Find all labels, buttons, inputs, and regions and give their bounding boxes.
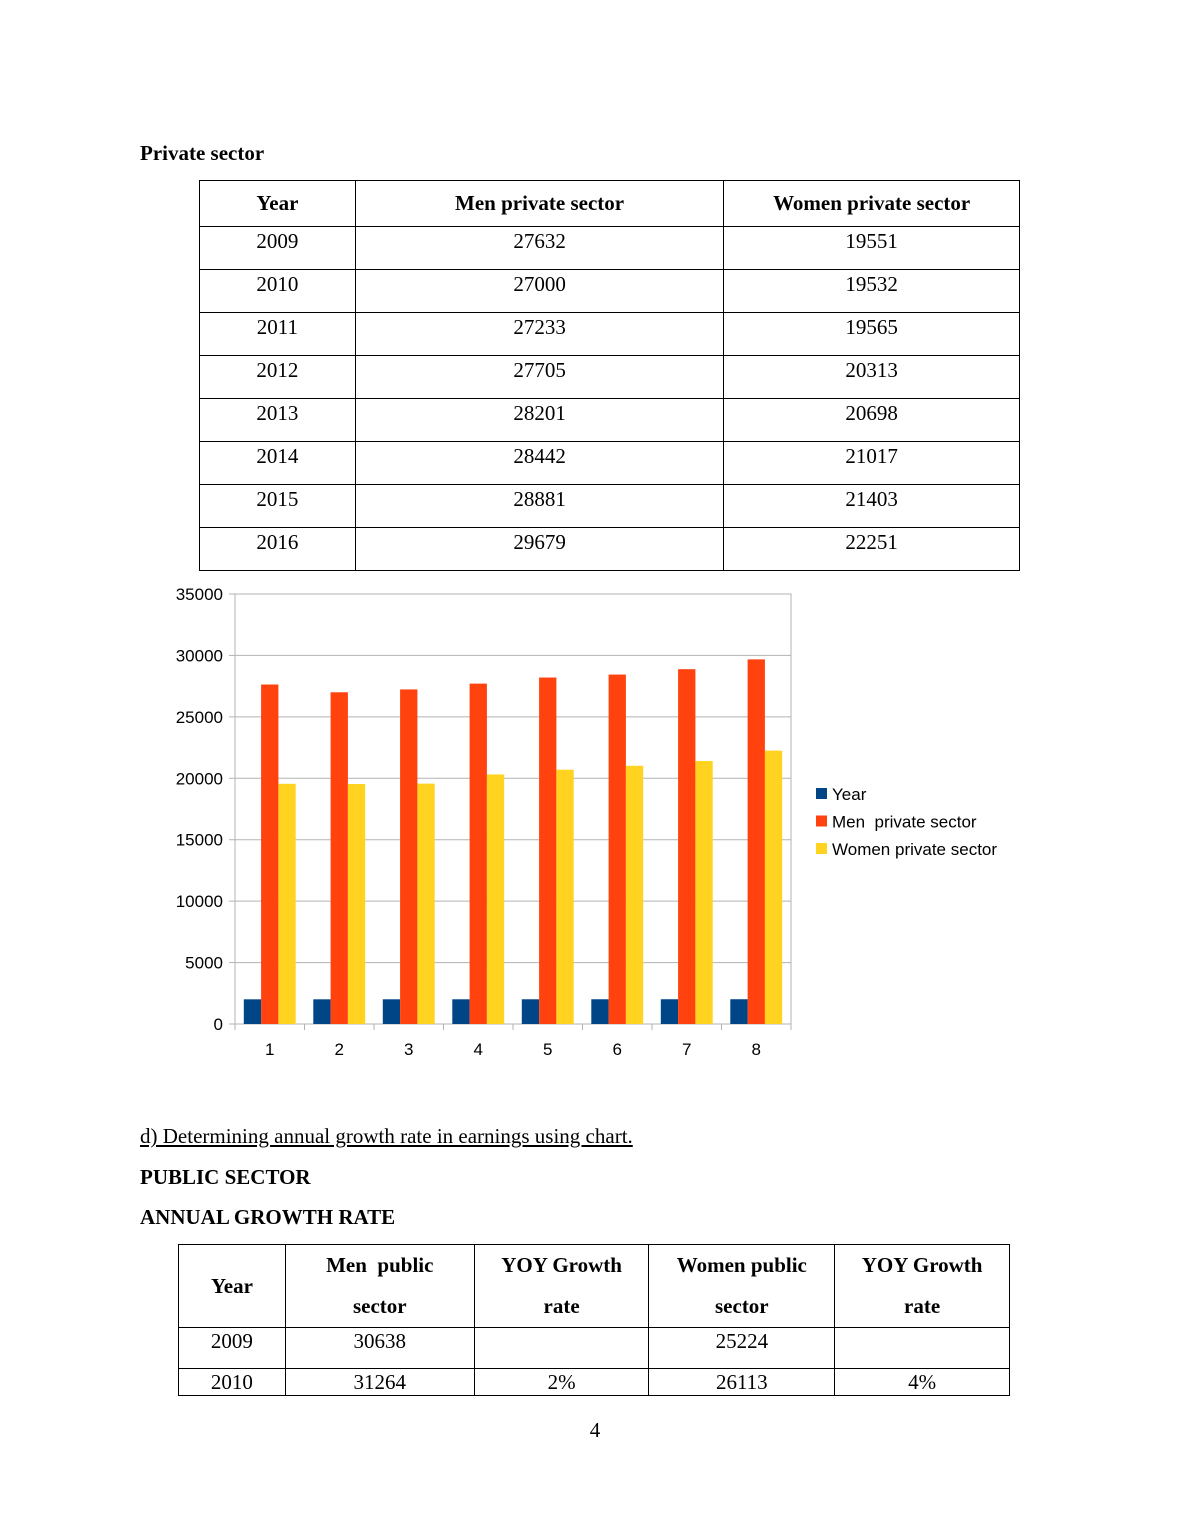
table-header-row [200, 181, 1020, 227]
cell-year: 2010 [179, 1369, 286, 1396]
x-tick-label: 5 [543, 1040, 553, 1059]
cell-men: 29679 [355, 528, 724, 571]
bar [400, 689, 417, 1024]
column-header-women-private: Women private sector [724, 181, 1020, 227]
cell-men-yoy [474, 1328, 649, 1369]
legend-label: Year [832, 785, 867, 804]
cell-year: 2013 [200, 399, 356, 442]
cell-men-public: 31264 [285, 1369, 474, 1396]
bar [695, 761, 712, 1024]
table-header-row [179, 1245, 1010, 1328]
column-header-year: Year [179, 1245, 286, 1328]
table-row [179, 1369, 1010, 1396]
y-tick-label: 20000 [175, 769, 223, 789]
cell-women-yoy [835, 1328, 1010, 1369]
private-sector-table [199, 180, 1020, 571]
bar [383, 999, 400, 1024]
bar [261, 685, 278, 1024]
bar [591, 999, 608, 1024]
legend-swatch [816, 788, 827, 799]
bar [244, 999, 261, 1024]
cell-year: 2010 [200, 270, 356, 313]
legend-label: Women private sector [832, 840, 998, 859]
cell-year: 2009 [200, 227, 356, 270]
cell-men: 27233 [355, 313, 724, 356]
column-header-women-yoy: YOY Growth rate [835, 1245, 1010, 1328]
cell-women-public: 25224 [649, 1328, 835, 1369]
cell-men: 27705 [355, 356, 724, 399]
table-row [200, 270, 1020, 313]
cell-men-public: 30638 [285, 1328, 474, 1369]
bar [452, 999, 469, 1024]
cell-women: 22251 [724, 528, 1020, 571]
section-d-caption: d) Determining annual growth rate in earnings using chart. [140, 1124, 633, 1148]
table-row [200, 528, 1020, 571]
cell-women-yoy: 4% [835, 1369, 1010, 1396]
cell-men: 27000 [355, 270, 724, 313]
annual-growth-heading: ANNUAL GROWTH RATE [140, 1205, 396, 1229]
bar [417, 784, 434, 1024]
cell-year: 2009 [179, 1328, 286, 1369]
column-header-men-yoy: YOY Growth rate [474, 1245, 649, 1328]
column-header-men-private: Men private sector [355, 181, 724, 227]
cell-year: 2012 [200, 356, 356, 399]
column-header-men-public: Men public sector [285, 1245, 474, 1328]
bar [730, 999, 747, 1024]
bar [348, 784, 365, 1024]
cell-women: 21017 [724, 442, 1020, 485]
table-row [179, 1328, 1010, 1369]
bar [470, 684, 487, 1024]
y-tick-label: 5000 [185, 953, 223, 973]
cell-women-public: 26113 [649, 1369, 835, 1396]
y-tick-label: 15000 [175, 830, 223, 850]
cell-women: 19551 [724, 227, 1020, 270]
x-tick-label: 8 [751, 1040, 761, 1059]
cell-men: 28881 [355, 485, 724, 528]
y-tick-label: 0 [213, 1015, 223, 1034]
bar [313, 999, 330, 1024]
x-tick-label: 1 [265, 1040, 275, 1059]
cell-women: 20698 [724, 399, 1020, 442]
cell-women: 21403 [724, 485, 1020, 528]
y-tick-label: 35000 [175, 585, 223, 604]
table-row [200, 356, 1020, 399]
y-tick-label: 25000 [175, 707, 223, 727]
x-tick-label: 3 [404, 1040, 414, 1059]
bar [661, 999, 678, 1024]
private-sector-bar-chart [150, 578, 1030, 1078]
table-row [200, 399, 1020, 442]
public-sector-heading: PUBLIC SECTOR [140, 1165, 311, 1189]
public-sector-growth-table [178, 1244, 1010, 1396]
bar [539, 678, 556, 1024]
cell-women: 20313 [724, 356, 1020, 399]
column-header-year: Year [200, 181, 356, 227]
cell-women: 19565 [724, 313, 1020, 356]
bar [609, 675, 626, 1024]
cell-men: 27632 [355, 227, 724, 270]
bar [487, 774, 504, 1024]
bar [626, 766, 643, 1024]
bar [765, 751, 782, 1024]
legend-label: Men private sector [832, 812, 977, 832]
cell-year: 2015 [200, 485, 356, 528]
bar [331, 692, 348, 1024]
table-row [200, 313, 1020, 356]
y-tick-label: 30000 [175, 646, 223, 666]
page-number: 4 [589, 1418, 601, 1442]
private-sector-title: Private sector [140, 141, 265, 165]
cell-men: 28201 [355, 399, 724, 442]
bar [748, 659, 765, 1024]
cell-women: 19532 [724, 270, 1020, 313]
bar [556, 770, 573, 1024]
table-row [200, 442, 1020, 485]
y-tick-label: 10000 [175, 892, 223, 912]
cell-year: 2016 [200, 528, 356, 571]
column-header-women-public: Women public sector [649, 1245, 835, 1328]
x-tick-label: 6 [612, 1040, 622, 1059]
bar [678, 669, 695, 1024]
cell-men-yoy: 2% [474, 1369, 649, 1396]
x-tick-label: 4 [473, 1040, 483, 1059]
legend-swatch [816, 843, 827, 854]
cell-year: 2014 [200, 442, 356, 485]
bar [278, 784, 295, 1024]
x-tick-label: 2 [334, 1040, 344, 1059]
x-tick-label: 7 [682, 1040, 692, 1059]
cell-men: 28442 [355, 442, 724, 485]
table-row [200, 227, 1020, 270]
legend-swatch [816, 816, 827, 827]
table-row [200, 485, 1020, 528]
cell-year: 2011 [200, 313, 356, 356]
bar [522, 999, 539, 1024]
